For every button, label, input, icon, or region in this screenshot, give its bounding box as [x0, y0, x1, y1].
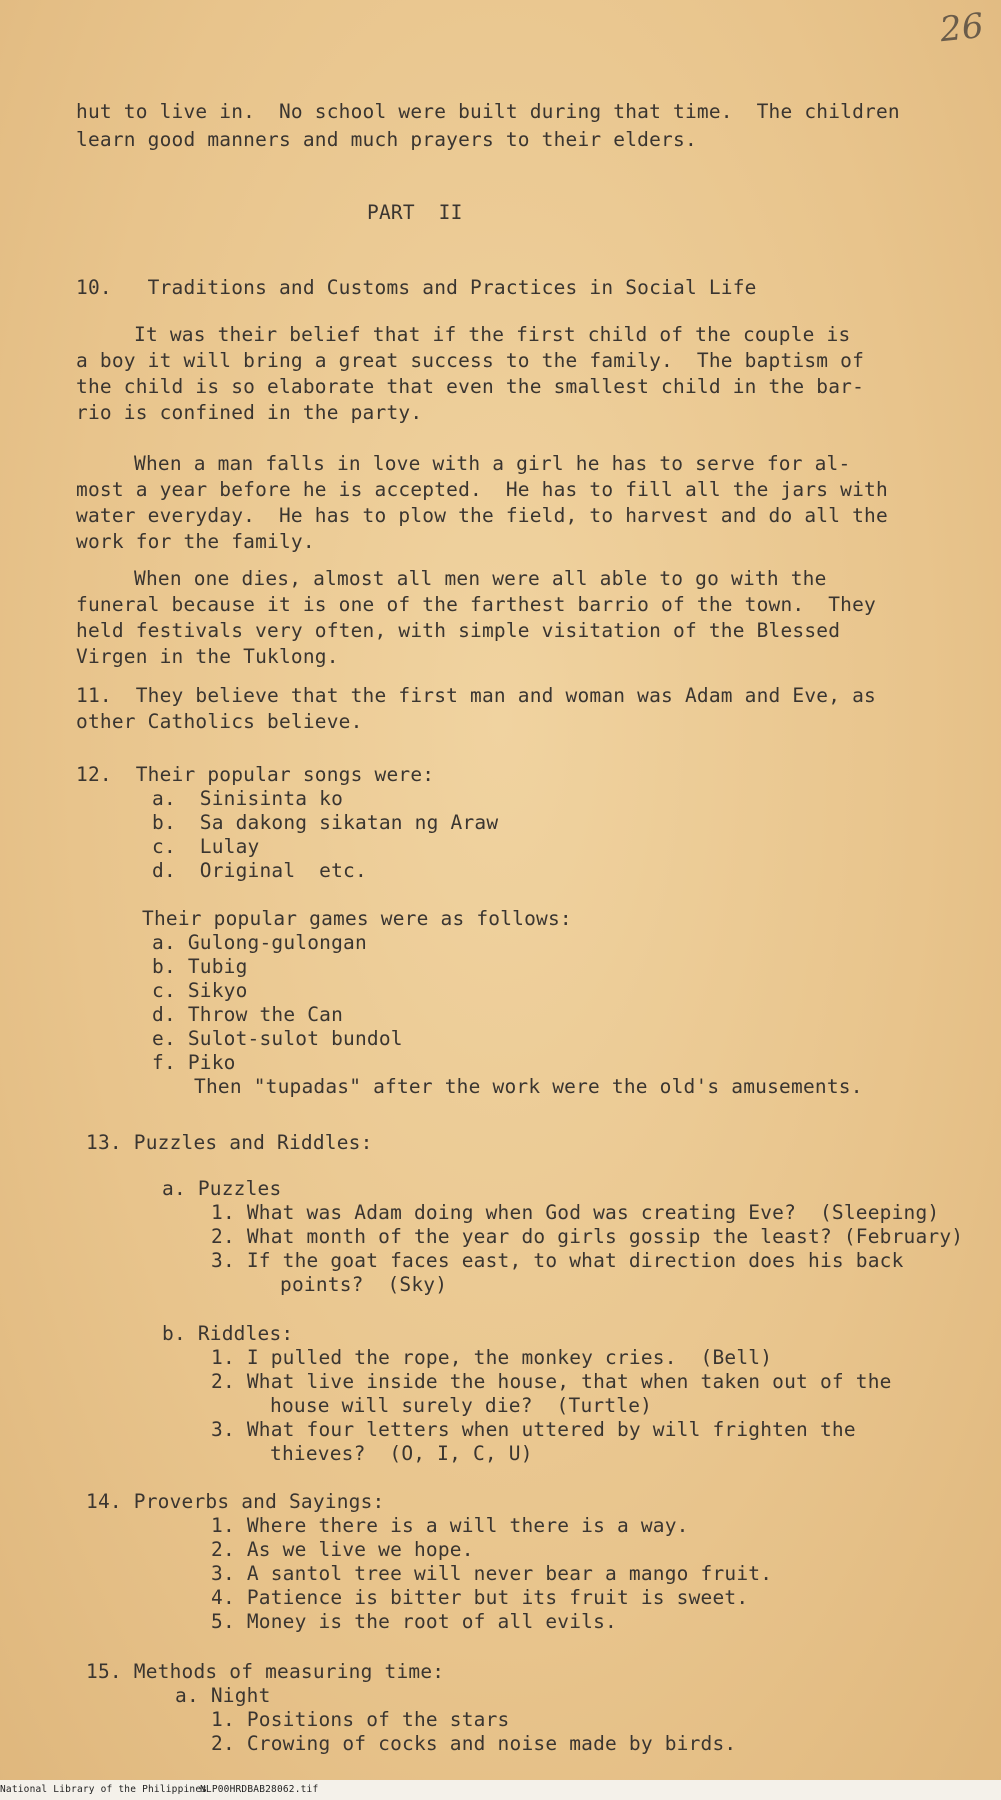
text-line: work for the family. [76, 530, 315, 553]
text-line: the child is so elaborate that even the smallest child in the bar- [76, 375, 865, 398]
list-item: 2. As we live we hope. [211, 1538, 474, 1561]
text-line: most a year before he is accepted. He has to fill all the jars with [76, 478, 888, 501]
list-item: 5. Money is the root of all evils. [211, 1610, 617, 1633]
list-item: c. Lulay [152, 835, 260, 858]
file-name: NLP00HRDBAB28062.tif [200, 1784, 319, 1795]
text-line: When one dies, almost all men were all able to go with the [134, 567, 827, 590]
list-item: 1. I pulled the rope, the monkey cries. (Bell) [211, 1346, 773, 1369]
text-line: held festivals very often, with simple visitation of the Blessed [76, 619, 841, 642]
list-item: 2. What live inside the house, that when taken out of the [211, 1370, 892, 1393]
list-item: f. Piko [152, 1051, 236, 1074]
list-item: e. Sulot-sulot bundol [152, 1027, 403, 1050]
subheading: a. Puzzles [162, 1177, 282, 1200]
text-line: It was their belief that if the first child of the couple is [134, 323, 851, 346]
list-item: 1. What was Adam doing when God was creating Eve? (Sleeping) [211, 1201, 940, 1224]
list-item: a. Sinisinta ko [152, 787, 344, 810]
section-heading: PART II [367, 201, 463, 224]
list-item: 4. Patience is bitter but its fruit is sweet. [211, 1586, 749, 1609]
text-line: Their popular games were as follows: [142, 907, 572, 930]
text-line: rio is confined in the party. [76, 401, 423, 424]
list-item: 3. If the goat faces east, to what direction does his back [211, 1249, 904, 1272]
list-item: 2. Crowing of cocks and noise made by birds. [211, 1732, 737, 1755]
list-item: c. Sikyo [152, 979, 248, 1002]
text-line: 11. They believe that the first man and woman was Adam and Eve, as [76, 684, 876, 707]
subheading: b. Riddles: [162, 1322, 294, 1345]
text-line: When a man falls in love with a girl he has to serve for al- [134, 452, 851, 475]
list-item: points? (Sky) [280, 1273, 448, 1296]
list-item: 1. Where there is a will there is a way. [211, 1514, 689, 1537]
list-item: 2. What month of the year do girls gossip the least? (February) [211, 1225, 964, 1248]
list-item: thieves? (O, I, C, U) [270, 1442, 533, 1465]
section-heading: 12. Their popular songs were: [76, 763, 435, 786]
text-line: Virgen in the Tuklong. [76, 645, 339, 668]
library-credit: National Library of the Philippines [0, 1784, 208, 1795]
list-item: 3. A santol tree will never bear a mango fruit. [211, 1562, 773, 1585]
page-number: 26 [938, 5, 986, 51]
list-item: b. Sa dakong sikatan ng Araw [152, 811, 499, 834]
section-heading: 10. Traditions and Customs and Practices in Social Life [76, 276, 757, 299]
list-item: d. Original etc. [152, 859, 367, 882]
list-item: 3. What four letters when uttered by will frighten the [211, 1418, 856, 1441]
section-heading: 13. Puzzles and Riddles: [86, 1131, 373, 1154]
text-line: funeral because it is one of the farthest barrio of the town. They [76, 593, 876, 616]
text-line: Then "tupadas" after the work were the old's amusements. [194, 1075, 863, 1098]
list-item: d. Throw the Can [152, 1003, 344, 1026]
section-heading: 15. Methods of measuring time: [86, 1660, 445, 1683]
subheading: a. Night [175, 1684, 271, 1707]
section-heading: 14. Proverbs and Sayings: [86, 1490, 385, 1513]
list-item: a. Gulong-gulongan [152, 931, 367, 954]
text-line: learn good manners and much prayers to their elders. [76, 128, 697, 151]
list-item: house will surely die? (Turtle) [270, 1394, 653, 1417]
list-item: b. Tubig [152, 955, 248, 978]
text-line: a boy it will bring a great success to the family. The baptism of [76, 349, 865, 372]
text-line: other Catholics believe. [76, 710, 363, 733]
list-item: 1. Positions of the stars [211, 1708, 510, 1731]
text-line: water everyday. He has to plow the field, to harvest and do all the [76, 504, 888, 527]
text-line: hut to live in. No school were built during that time. The children [76, 100, 900, 123]
